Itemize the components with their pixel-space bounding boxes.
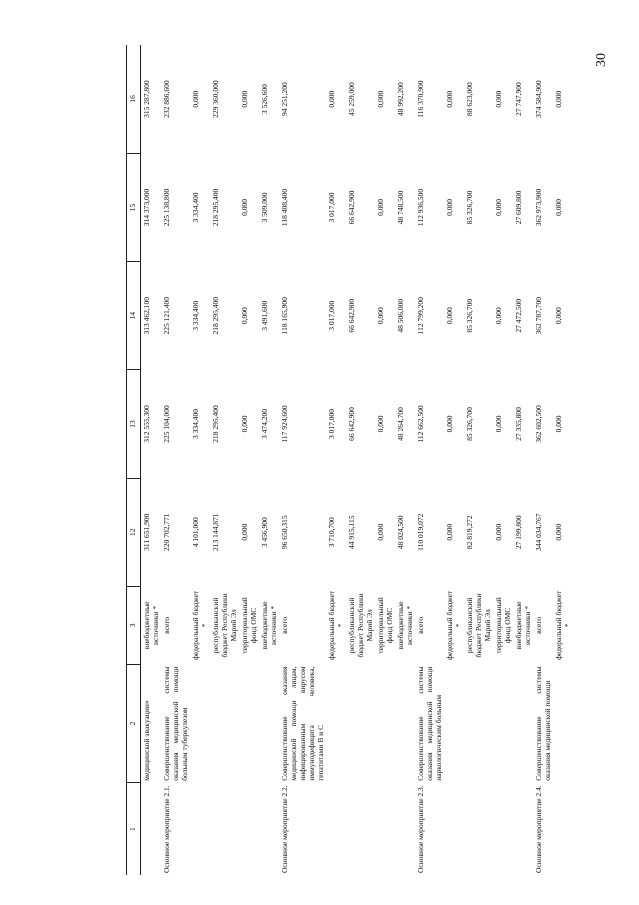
- amount-cell: 313 462,100: [142, 296, 151, 335]
- table-row: [513, 45, 533, 875]
- funding-source-cell: федеральный бюджет *: [554, 590, 572, 660]
- amount-cell: 0,000: [445, 199, 454, 216]
- measure-name-cell: Основное мероприятие 2.2.: [280, 785, 289, 873]
- table-row: [464, 45, 493, 875]
- amount-cell: 44 915,115: [347, 515, 356, 549]
- measure-description-cell: медицинской эвакуации»: [142, 700, 151, 781]
- amount-cell: 3 334,400: [191, 408, 200, 439]
- amount-cell: 3 017,000: [327, 192, 336, 223]
- amount-cell: 0,000: [494, 199, 503, 216]
- funding-source-cell: всего: [416, 616, 425, 634]
- funding-source-cell: федеральный бюджет *: [191, 590, 209, 660]
- measure-name-cell: [190, 783, 210, 875]
- amount-cell: 0,000: [445, 415, 454, 433]
- amount-cell: 218 295,400: [211, 405, 220, 443]
- table-row: [553, 45, 573, 875]
- amount-cell: 0,000: [191, 90, 200, 108]
- funding-source-cell: всего: [280, 616, 289, 634]
- measure-name-cell: [553, 783, 573, 875]
- page-number: 30: [594, 53, 609, 67]
- amount-cell: 112 799,200: [416, 297, 425, 335]
- amount-cell: 0,000: [494, 90, 503, 108]
- table-row: [533, 45, 553, 875]
- measure-description-cell: [259, 665, 279, 783]
- measure-description-cell: [239, 665, 259, 783]
- amount-cell: 225 138,800: [162, 188, 171, 227]
- amount-cell: 66 642,900: [347, 190, 356, 225]
- amount-cell: 0,000: [376, 199, 385, 216]
- amount-cell: 0,000: [376, 307, 385, 325]
- table-row: [415, 45, 444, 875]
- amount-cell: 0,000: [494, 523, 503, 541]
- amount-cell: 48 264,700: [396, 407, 405, 441]
- table-row: [210, 45, 239, 875]
- amount-cell: 362 602,500: [534, 405, 543, 443]
- budget-table: [126, 45, 573, 875]
- column-header: 12: [127, 478, 141, 586]
- amount-cell: 315 287,800: [142, 80, 151, 118]
- amount-cell: 27 747,900: [514, 82, 523, 117]
- amount-cell: 118 408,400: [280, 188, 289, 227]
- amount-cell: 0,000: [240, 523, 249, 541]
- measure-name-cell: [375, 783, 395, 875]
- amount-cell: 85 326,700: [465, 190, 474, 225]
- amount-cell: 27 472,500: [514, 298, 523, 333]
- amount-cell: 27 609,800: [514, 190, 523, 225]
- measure-name-cell: [513, 783, 533, 875]
- measure-description-cell: Совершенствование оказания медицинской помощи лицам, инфицированным вирусом иммунодефицита человека, гепатитами В и С: [280, 666, 325, 781]
- amount-cell: 0,000: [445, 523, 454, 541]
- column-header: 3: [127, 586, 141, 664]
- amount-cell: 66 642,900: [347, 407, 356, 441]
- rotated-document: [126, 45, 626, 875]
- amount-cell: 112 662,500: [416, 405, 425, 443]
- amount-cell: 225 121,400: [162, 296, 171, 335]
- amount-cell: 213 144,871: [211, 513, 220, 551]
- table-row: [239, 45, 259, 875]
- amount-cell: 3 456,900: [260, 517, 269, 548]
- funding-source-cell: всего: [534, 616, 543, 634]
- amount-cell: 0,000: [554, 307, 563, 325]
- funding-source-cell: территориальный фонд ОМС: [376, 597, 394, 654]
- amount-cell: 85 326,700: [465, 407, 474, 441]
- table-body: [141, 45, 574, 875]
- measure-name-cell: [326, 783, 346, 875]
- amount-cell: 3 710,700: [327, 517, 336, 548]
- measure-description-cell: Совершенствование системы оказания медицинской помощи наркологическим больным: [416, 666, 443, 781]
- measure-name-cell: [493, 783, 513, 875]
- amount-cell: 218 295,400: [211, 296, 220, 335]
- amount-cell: 311 651,900: [142, 513, 151, 551]
- funding-source-cell: республиканский бюджет Республики Марий Эл: [347, 593, 374, 658]
- amount-cell: 0,000: [327, 90, 336, 108]
- amount-cell: 374 584,900: [534, 80, 543, 118]
- table-row: [279, 45, 326, 875]
- amount-cell: 362 787,700: [534, 296, 543, 335]
- amount-cell: 48 748,500: [396, 190, 405, 225]
- measure-description-cell: [375, 665, 395, 783]
- column-header: 13: [127, 370, 141, 478]
- amount-cell: 0,000: [240, 199, 249, 216]
- measure-description-cell: [553, 665, 573, 783]
- amount-cell: 82 819,272: [465, 515, 474, 550]
- measure-description-cell: [464, 665, 493, 783]
- amount-cell: 0,000: [376, 523, 385, 541]
- measure-description-cell: [395, 665, 415, 783]
- measure-name-cell: [210, 783, 239, 875]
- amount-cell: 362 973,900: [534, 188, 543, 227]
- amount-cell: 3 474,200: [260, 408, 269, 439]
- amount-cell: 218 295,400: [211, 188, 220, 227]
- measure-description-cell: [210, 665, 239, 783]
- amount-cell: 3 017,000: [327, 300, 336, 331]
- table-row: [141, 45, 162, 875]
- funding-source-cell: территориальный фонд ОМС: [494, 597, 512, 654]
- amount-cell: 48 024,500: [396, 515, 405, 550]
- table-row: [493, 45, 513, 875]
- amount-cell: 116 370,900: [416, 80, 425, 118]
- amount-cell: 117 924,600: [280, 405, 289, 443]
- amount-cell: 220 702,771: [162, 513, 171, 551]
- amount-cell: 96 650,315: [280, 515, 289, 550]
- measure-name-cell: [444, 783, 464, 875]
- amount-cell: 229 360,000: [211, 80, 220, 118]
- amount-cell: 0,000: [240, 90, 249, 108]
- measure-description-cell: [513, 665, 533, 783]
- measure-name-cell: [346, 783, 375, 875]
- measure-description-cell: [444, 665, 464, 783]
- amount-cell: 3 334,400: [191, 192, 200, 223]
- funding-source-cell: внебюджетные источники *: [514, 601, 532, 650]
- measure-name-cell: Основное мероприятие 2.3.: [416, 785, 425, 873]
- measure-name-cell: [395, 783, 415, 875]
- measure-name-cell: [464, 783, 493, 875]
- funding-source-cell: республиканский бюджет Республики Марий Эл: [465, 593, 492, 658]
- measure-name-cell: Основное мероприятие 2.4.: [534, 785, 543, 873]
- amount-cell: 314 373,000: [142, 188, 151, 227]
- amount-cell: 3 334,400: [191, 300, 200, 331]
- table-header-row: [127, 45, 141, 875]
- amount-cell: 0,000: [554, 415, 563, 433]
- amount-cell: 312 555,300: [142, 405, 151, 443]
- amount-cell: 4 101,000: [191, 517, 200, 548]
- table-row: [395, 45, 415, 875]
- amount-cell: 0,000: [240, 415, 249, 433]
- amount-cell: 232 886,600: [162, 80, 171, 118]
- funding-source-cell: федеральный бюджет *: [327, 590, 345, 660]
- column-header: 16: [127, 45, 141, 153]
- amount-cell: 0,000: [445, 90, 454, 108]
- column-header: 2: [127, 665, 141, 783]
- amount-cell: 0,000: [554, 523, 563, 541]
- measure-name-cell: Основное мероприятие 2.1.: [162, 785, 171, 873]
- amount-cell: 0,000: [554, 90, 563, 108]
- amount-cell: 45 259,000: [347, 82, 356, 117]
- amount-cell: 27 199,800: [514, 515, 523, 550]
- amount-cell: 0,000: [376, 90, 385, 108]
- amount-cell: 3 491,600: [260, 300, 269, 331]
- table-row: [161, 45, 190, 875]
- amount-cell: 3 509,000: [260, 192, 269, 223]
- table-row: [346, 45, 375, 875]
- amount-cell: 88 623,000: [465, 82, 474, 117]
- amount-cell: 344 034,767: [534, 513, 543, 551]
- amount-cell: 48 506,000: [396, 298, 405, 333]
- table-row: [190, 45, 210, 875]
- funding-source-cell: территориальный фонд ОМС: [240, 597, 258, 654]
- table-row: [375, 45, 395, 875]
- amount-cell: 85 326,700: [465, 298, 474, 333]
- amount-cell: 0,000: [240, 307, 249, 325]
- amount-cell: 3 017,000: [327, 408, 336, 439]
- table-row: [444, 45, 464, 875]
- amount-cell: 94 251,200: [280, 82, 289, 117]
- amount-cell: 27 335,800: [514, 407, 523, 441]
- measure-description-cell: [326, 665, 346, 783]
- measure-description-cell: Совершенствование системы оказания медицинской помощи больным туберкулезом: [162, 666, 189, 781]
- amount-cell: 112 936,500: [416, 188, 425, 227]
- amount-cell: 48 992,200: [396, 82, 405, 117]
- amount-cell: 0,000: [494, 415, 503, 433]
- funding-source-cell: внебюджетные источники *: [142, 601, 160, 650]
- amount-cell: 110 019,072: [416, 513, 425, 551]
- measure-name-cell: [259, 783, 279, 875]
- measure-description-cell: [190, 665, 210, 783]
- amount-cell: 66 642,900: [347, 298, 356, 333]
- measure-description-cell: Совершенствование системы оказания медицинской помощи: [534, 666, 552, 781]
- measure-name-cell: [141, 783, 162, 875]
- funding-source-cell: всего: [162, 616, 171, 634]
- amount-cell: 225 104,000: [162, 405, 171, 443]
- amount-cell: 0,000: [376, 415, 385, 433]
- funding-source-cell: внебюджетные источники *: [260, 601, 278, 650]
- amount-cell: 118 165,900: [280, 297, 289, 335]
- table-row: [259, 45, 279, 875]
- funding-source-cell: внебюджетные источники *: [396, 601, 414, 650]
- table-row: [326, 45, 346, 875]
- amount-cell: 0,000: [554, 199, 563, 216]
- amount-cell: 3 526,600: [260, 84, 269, 115]
- measure-name-cell: [239, 783, 259, 875]
- column-header: 15: [127, 153, 141, 261]
- measure-description-cell: [493, 665, 513, 783]
- column-header: 14: [127, 262, 141, 370]
- amount-cell: 0,000: [494, 307, 503, 325]
- measure-description-cell: [346, 665, 375, 783]
- funding-source-cell: федеральный бюджет *: [445, 590, 463, 660]
- funding-source-cell: республиканский бюджет Республики Марий Эл: [211, 593, 238, 658]
- column-header: 1: [127, 783, 141, 875]
- amount-cell: 0,000: [445, 307, 454, 325]
